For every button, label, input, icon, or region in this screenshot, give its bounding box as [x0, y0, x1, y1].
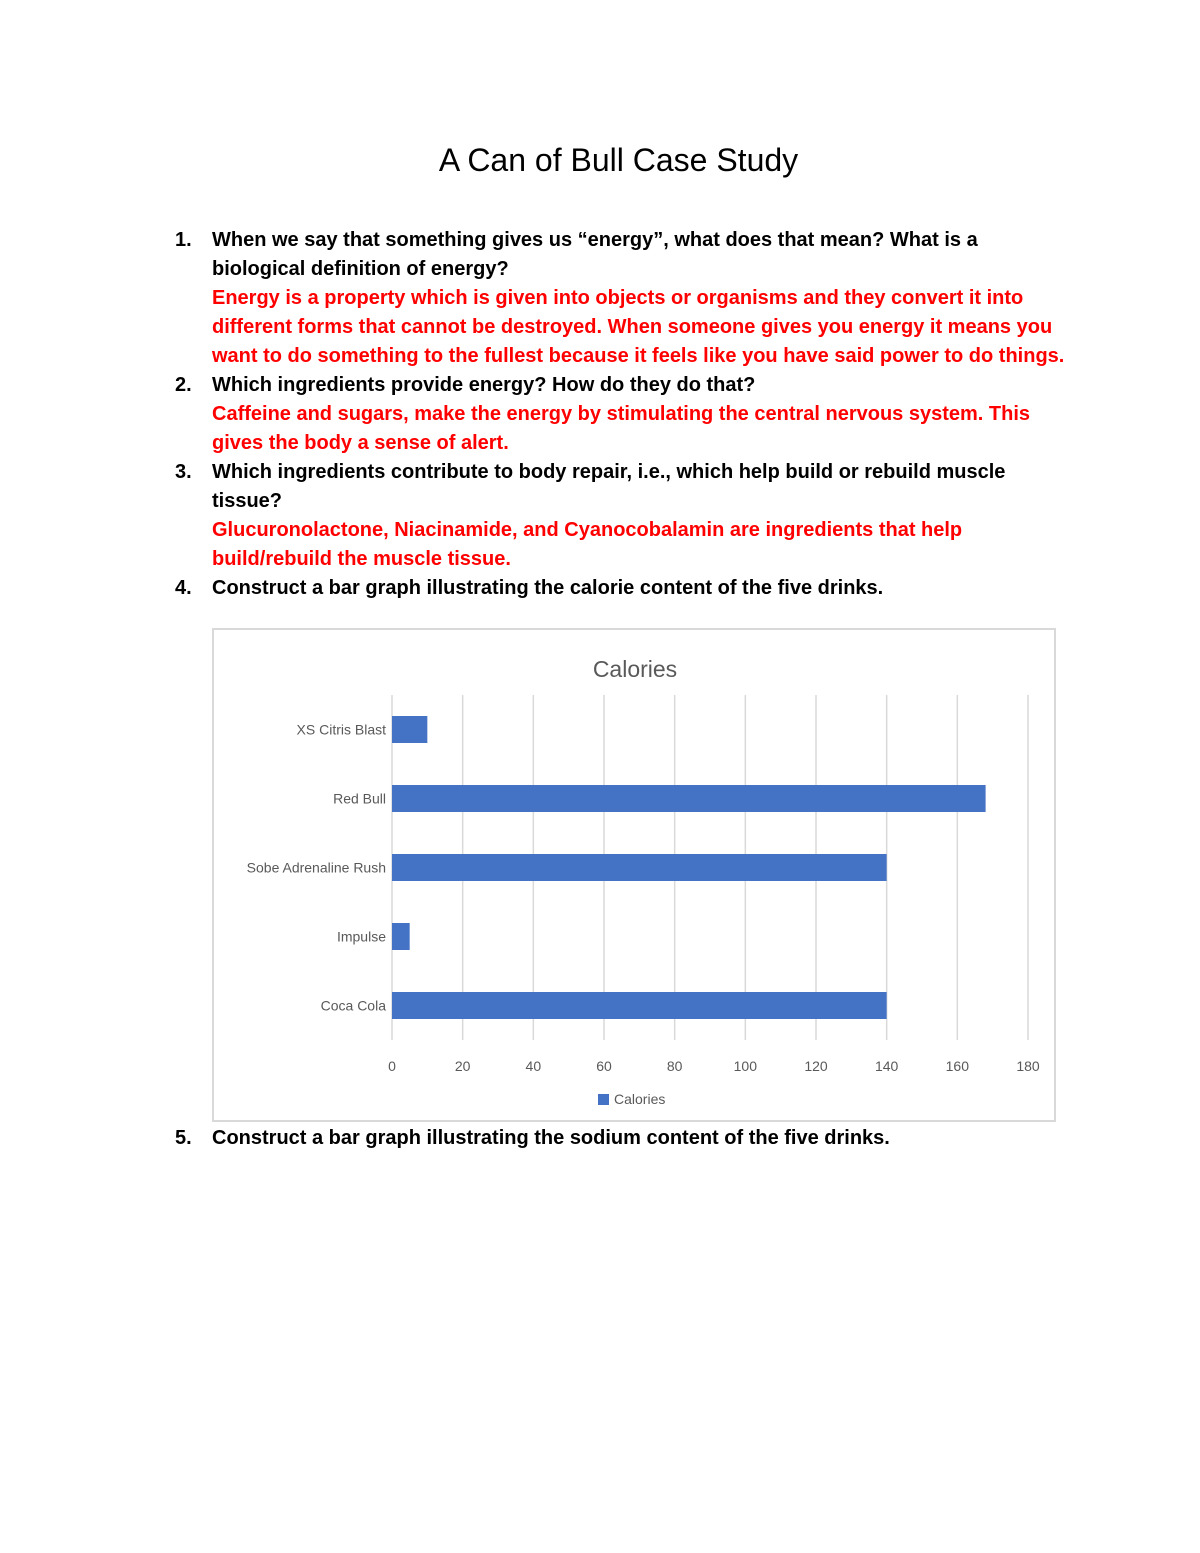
question-text: Construct a bar graph illustrating the calorie content of the five drinks.: [212, 577, 884, 599]
question-number: 5.: [175, 1127, 192, 1149]
question-number: 1.: [175, 229, 192, 251]
bar: [392, 923, 410, 950]
x-tick-label: 140: [874, 1058, 899, 1074]
question-3: [175, 458, 1075, 574]
x-tick-label: 180: [1016, 1058, 1040, 1074]
question-5: [175, 1124, 1112, 1153]
category-label: XS Citris Blast: [296, 721, 386, 738]
bar: [392, 716, 427, 743]
chart-title: Calories: [592, 656, 678, 682]
question-text: Which ingredients contribute to body repair, i.e., which help build or rebuild muscle tissue?: [212, 461, 1006, 512]
x-tick-label: 0: [388, 1058, 396, 1074]
x-tick-label: 80: [666, 1058, 683, 1074]
x-tick-label: 40: [525, 1058, 542, 1074]
category-label: Impulse: [336, 928, 386, 945]
x-tick-label: 20: [454, 1058, 471, 1074]
bar: [392, 854, 887, 881]
answer-text: Caffeine and sugars, make the energy by stimulating the central nervous system. This gives the body a sense of alert.: [212, 403, 1031, 454]
bar: [392, 785, 986, 812]
question-2: [175, 371, 1075, 458]
question-number: 2.: [175, 374, 192, 396]
question-text: Construct a bar graph illustrating the sodium content of the five drinks.: [212, 1127, 890, 1149]
category-label: Coca Cola: [320, 997, 386, 1014]
calories-chart[interactable]: [212, 628, 1056, 1122]
question-4: [175, 574, 1075, 603]
x-tick-label: 100: [733, 1058, 758, 1074]
question-number: 4.: [175, 577, 192, 599]
legend-label: Calories: [614, 1091, 666, 1107]
answer-text: Energy is a property which is given into objects or organisms and they convert it into different forms that cannot be destroyed. When someone gives you energy it means you want to do something to the fullest because it feels like you have said power to do things.: [212, 287, 1065, 367]
question-number: 3.: [175, 461, 192, 483]
page-title: A Can of Bull Case Study: [438, 142, 799, 178]
legend-swatch: [598, 1094, 609, 1105]
category-label: Sobe Adrenaline Rush: [246, 859, 386, 876]
x-tick-label: 120: [804, 1058, 828, 1074]
question-1: [175, 226, 1075, 371]
x-tick-label: 160: [945, 1058, 970, 1074]
question-text: When we say that something gives us “energy”, what does that mean? What is a biological definition of energy?: [212, 229, 978, 280]
category-label: Red Bull: [333, 790, 386, 807]
question-text: Which ingredients provide energy? How do they do that?: [212, 374, 756, 396]
calories-chart-svg: [214, 630, 1054, 1120]
question-list: [175, 226, 1075, 603]
answer-text: Glucuronolactone, Niacinamide, and Cyanocobalamin are ingredients that help build/rebuild the muscle tissue.: [212, 519, 963, 570]
bar: [392, 992, 887, 1019]
x-tick-label: 60: [596, 1058, 612, 1074]
